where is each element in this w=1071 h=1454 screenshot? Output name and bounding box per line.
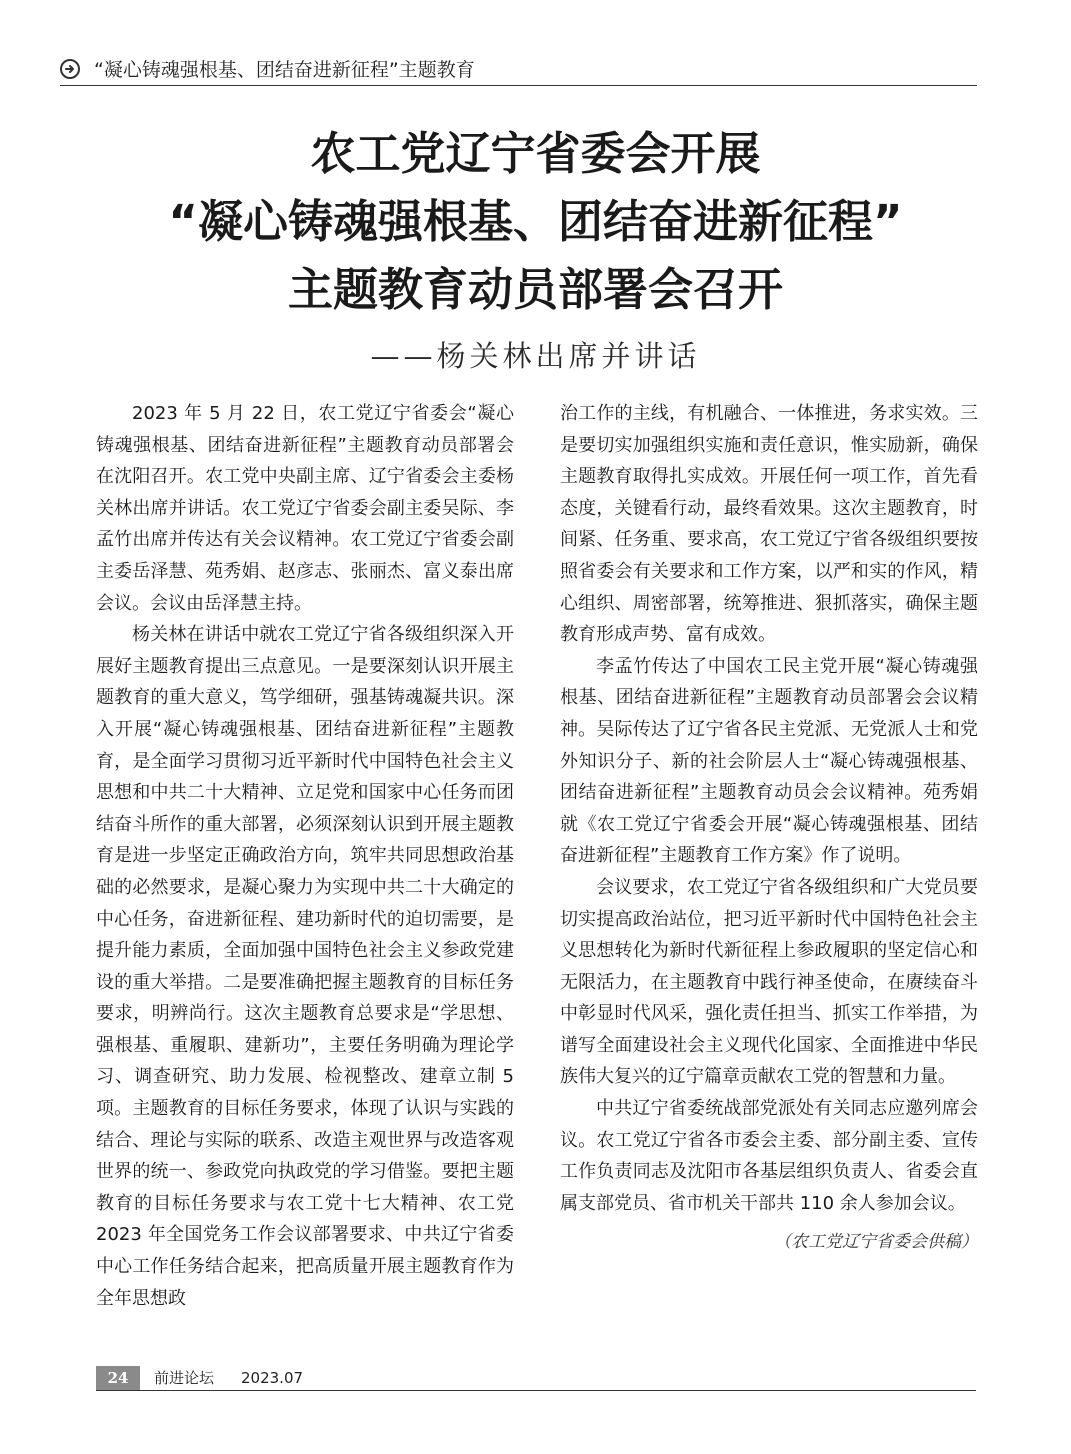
running-header (60, 57, 977, 86)
paragraph: 李孟竹传达了中国农工民主党开展“凝心铸魂强根基、团结奋进新征程”主题教育动员部署会会议精神。吴际传达了辽宁省各民主党派、无党派人士和党外知识分子、新的社会阶层人士“凝心铸魂强根基、团结奋进新征程”主题教育动员会会议精神。苑秀娟就《农工党辽宁省委会开展“凝心铸魂强根基、团结奋进新征程”主题教育工作方案》作了说明。 (560, 655, 978, 867)
page-number: 24 (96, 1366, 140, 1390)
paragraph: 杨关林在讲话中就农工党辽宁省各级组织深入开展好主题教育提出三点意见。一是要深刻认识开展主题教育的重大意义，笃学细研，强基铸魂凝共识。深入开展“凝心铸魂强根基、团结奋进新征程”主题教育，是全面学习贯彻习近平新时代中国特色社会主义思想和中共二十大精神、立足党和国家中心任务而团结奋斗所作的重大部署，必须深刻认识到开展主题教育是进一步坚定正确政治方向，筑牢共同思想政治基础的必然要求，是凝心聚力为实现中共二十大确定的中心任务，奋进新征程、建功新时代的迫切需要，是提升能力素质，全面加强中国特色社会主义参政党建设的重大举措。二是要准确把握主题教育的目标任务要求，明辨尚行。这次主题教育总要求是“学思想、强根基、重履职、建新功”，主要任务明确为理论学习、调查研究、助力发展、检视整改、建章立制 5 项。主题教育的目标任务要求，体现了认识与实践的结合、理论与实际的联系、改造主观世界与改造客观世界的统一、参政党向执政党的学习借鉴。要把主题教育的目标任务要求与农工党十七大精神、农工党 2023 年全国党务工作会议部署要求、中共辽宁省委中心工作任务结合起来，把高质量开展主题教育作为全年思想政 (96, 624, 514, 1309)
title-line-2: “凝心铸魂强根基、团结奋进新征程” (168, 195, 903, 248)
page-footer (96, 1366, 976, 1391)
publication-name: 前进论坛 (154, 1369, 215, 1387)
arrow-right-circle-icon (60, 59, 80, 79)
article-title (0, 120, 1071, 324)
paragraph: 2023 年 5 月 22 日，农工党辽宁省委会“凝心铸魂强根基、团结奋进新征程”主题教育动员部署会在沈阳召开。农工党中央副主席、辽宁省委会主委杨关林出席并讲话。农工党辽宁省委会副主委吴际、李孟竹出席并传达有关会议精神。农工党辽宁省委会副主委岳泽慧、苑秀娟、赵彦志、张丽杰、富义泰出席会议。会议由岳泽慧主持。 (96, 403, 514, 614)
article-subtitle: ——杨关林出席并讲话 (370, 339, 701, 373)
left-column (96, 398, 514, 1314)
title-line-3: 主题教育动员部署会召开 (287, 263, 783, 316)
paragraph: 中共辽宁省委统战部党派处有关同志应邀列席会议。农工党辽宁省各市委会主委、部分副主委、宣传工作负责同志及沈阳市各基层组织负责人、省委会直属支部党员、省市机关干部共 110 余人参加会议。 (560, 1098, 978, 1214)
article-source: （农工党辽宁省委会供稿） (774, 1232, 978, 1253)
section-title: “凝心铸魂强根基、团结奋进新征程”主题教育 (94, 59, 475, 81)
title-line-1: 农工党辽宁省委会开展 (310, 127, 761, 180)
paragraph-continuation: 治工作的主线，有机融合、一体推进，务求实效。三是要切实加强组织实施和责任意识，惟实励新，确保主题教育取得扎实成效。开展任何一项工作，首先看态度，关键看行动，最终看效果。这次主题教育，时间紧、任务重、要求高，农工党辽宁省各级组织要按照省委会有关要求和工作方案，以严和实的作风，精心组织、周密部署，统筹推进、狠抓落实，确保主题教育形成声势、富有成效。 (560, 403, 978, 646)
paragraph: 会议要求，农工党辽宁省各级组织和广大党员要切实提高政治站位，把习近平新时代中国特色社会主义思想转化为新时代新征程上参政履职的坚定信心和无限活力，在主题教育中践行神圣使命，在赓续奋斗中彰显时代风采，强化责任担当、抓实工作举措，为谱写全面建设社会主义现代化国家、全面推进中华民族伟大复兴的辽宁篇章贡献农工党的智慧和力量。 (560, 876, 978, 1088)
issue-date: 2023.07 (241, 1369, 304, 1387)
right-column (560, 398, 978, 1259)
